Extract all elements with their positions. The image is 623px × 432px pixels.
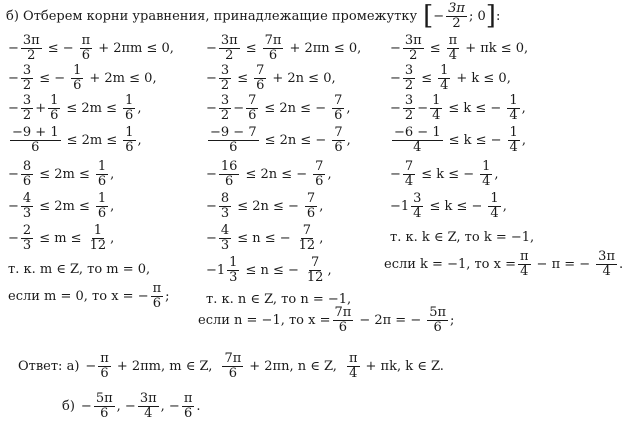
interval-tail: ; 0 bbox=[468, 8, 486, 24]
col1-line8: т. к. m ∈ Z, то m = 0, bbox=[8, 262, 151, 277]
col2-line10: если n = −1, то x = $\frac{7\pi}{6}$ − 2π = − $\frac{5\pi}{6}$ ; bbox=[198, 305, 455, 335]
answer-line-b: б) − $\frac{5\pi}{6}$ , − $\frac{3\pi}{4}$ , − $\frac{\pi}{6}$ . bbox=[62, 391, 201, 421]
col3-line3: − $\frac{3}{2}$ − $\frac{1}{4}$ ≤ k ≤ − $\frac{1}{4}$ , bbox=[390, 93, 526, 123]
col1-line1: − $\frac{3\pi}{2}$ ≤ − $\frac{\pi}{6}$ + 2πm ≤ 0, bbox=[8, 33, 174, 63]
answer-label: Ответ: а) bbox=[18, 358, 80, 374]
col2-line9: т. к. n ∈ Z, то n = −1, bbox=[206, 292, 352, 307]
col1-line3: − $\frac{3}{2}$ + $\frac{1}{6}$ ≤ 2m ≤ $\frac{1}{6}$ , bbox=[8, 93, 142, 123]
col3-line2: − $\frac{3}{2}$ ≤ $\frac{1}{4}$ + k ≤ 0, bbox=[390, 63, 511, 93]
col1-line7: − $\frac{2}{3}$ ≤ m ≤ $\frac{1}{12}$ , bbox=[8, 223, 115, 253]
left-bracket: [ bbox=[423, 1, 434, 32]
col1-line2: − $\frac{3}{2}$ ≤ − $\frac{1}{6}$ + 2m ≤ 0, bbox=[8, 63, 157, 93]
col3-line8: если k = −1, то x = $\frac{\pi}{4}$ − π = − $\frac{3\pi}{4}$ . bbox=[384, 249, 623, 279]
answer-line-a: Ответ: а) − $\frac{\pi}{6}$ + 2πm, m ∈ Z, $\frac{7\pi}{6}$ + 2πn, n ∈ Z, $\frac{\pi}{4}$ + πk, k ∈ Z. bbox=[18, 351, 444, 381]
header-text: б) Отберем корни уравнения, принадлежащие промежутку bbox=[6, 8, 418, 24]
col2-line1: − $\frac{3\pi}{2}$ ≤ $\frac{7\pi}{6}$ + 2πn ≤ 0, bbox=[206, 33, 362, 63]
col2-line3: − $\frac{3}{2}$ − $\frac{7}{6}$ ≤ 2n ≤ − $\frac{7}{6}$ , bbox=[206, 93, 351, 123]
col3-line5: − $\frac{7}{4}$ ≤ k ≤ − $\frac{1}{4}$ , bbox=[390, 159, 499, 189]
col3-line4: $\frac{-6 - 1}{4}$ ≤ k ≤ − $\frac{1}{4}$ , bbox=[394, 125, 526, 155]
section-header: б) Отберем корни уравнения, принадлежащие промежутку [ − $\frac{3\pi}{2}$ ; 0 ] : bbox=[6, 1, 501, 32]
col1-line4: $\frac{-9 + 1}{6}$ ≤ 2m ≤ $\frac{1}{6}$ , bbox=[12, 125, 142, 155]
col2-line5: − $\frac{16}{6}$ ≤ 2n ≤ − $\frac{7}{6}$ , bbox=[206, 159, 332, 189]
col2-line6: − $\frac{8}{3}$ ≤ 2n ≤ − $\frac{7}{6}$ , bbox=[206, 191, 324, 221]
col2-line8: −1 $\frac{1}{3}$ ≤ n ≤ − $\frac{7}{12}$ , bbox=[206, 255, 332, 285]
col1-line9: если m = 0, то x = − $\frac{\pi}{6}$ ; bbox=[8, 281, 170, 311]
col2-line7: − $\frac{4}{3}$ ≤ n ≤ − $\frac{7}{12}$ , bbox=[206, 223, 324, 253]
answer-b-label: б) bbox=[62, 398, 75, 414]
col3-line6: −1 $\frac{3}{4}$ ≤ k ≤ − $\frac{1}{4}$ , bbox=[390, 191, 507, 221]
interval-fraction: $\frac{3\pi}{2}$ bbox=[448, 1, 465, 31]
col3-line1: − $\frac{3\pi}{2}$ ≤ $\frac{\pi}{4}$ + πk ≤ 0, bbox=[390, 33, 529, 63]
col1-line5: − $\frac{8}{6}$ ≤ 2m ≤ $\frac{1}{6}$ , bbox=[8, 159, 115, 189]
col2-line2: − $\frac{3}{2}$ ≤ $\frac{7}{6}$ + 2n ≤ 0, bbox=[206, 63, 336, 93]
col3-line7: т. к. k ∈ Z, то k = −1, bbox=[390, 230, 535, 245]
col2-line4: $\frac{-9 - 7}{6}$ ≤ 2n ≤ − $\frac{7}{6}$ , bbox=[210, 125, 351, 155]
col1-line6: − $\frac{4}{3}$ ≤ 2m ≤ $\frac{1}{6}$ , bbox=[8, 191, 115, 221]
right-bracket: ] bbox=[485, 1, 496, 32]
